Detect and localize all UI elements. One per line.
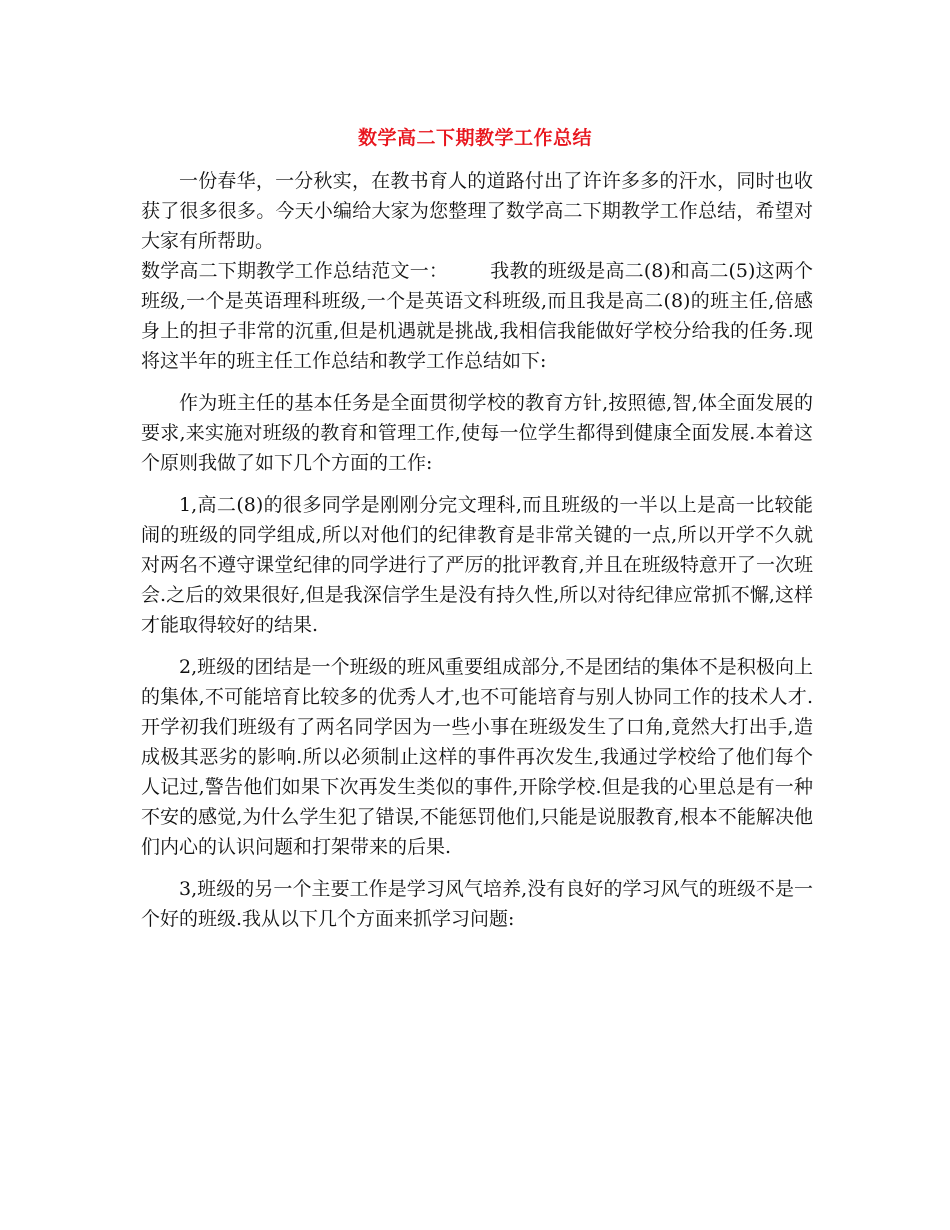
sample-paragraph xyxy=(141,256,813,376)
intro-paragraph: 一份春华，一分秋实，在教书育人的道路付出了许许多多的汗水，同时也收获了很多很多。今天小编给大家为您整理了数学高二下期教学工作总结，希望对大家有所帮助。 xyxy=(141,170,813,252)
document-title: 数学高二下期教学工作总结 xyxy=(357,127,592,149)
duty-paragraph: 作为班主任的基本任务是全面贯彻学校的教育方针,按照德,智,体全面发展的要求,来实施对班级的教育和管理工作,使每一位学生都得到健康全面发展.本着这个原则我做了如下几个方面的工作: xyxy=(141,392,813,474)
sample-heading: 数学高二下期教学工作总结范文一： xyxy=(141,260,449,282)
study-paragraph: 3,班级的另一个主要工作是学习风气培养,没有良好的学习风气的班级不是一个好的班级.我从以下几个方面来抓学习问题: xyxy=(141,878,813,930)
sample-body: 我教的班级是高二(8)和高二(5)这两个班级,一个是英语理科班级,一个是英语文科班级,而且我是高二(8)的班主任,倍感身上的担子非常的沉重,但是机遇就是挑战,我相信我能做好学校分给我的任务.现将这半年的班主任工作总结和教学工作总结如下: xyxy=(141,260,813,372)
unity-paragraph: 2,班级的团结是一个班级的班风重要组成部分,不是团结的集体不是积极向上的集体,不可能培育比较多的优秀人才,也不可能培育与别人协同工作的技术人才.开学初我们班级有了两名同学因为一些小事在班级发生了口角,竟然大打出手,造成极其恶劣的影响.所以必须制止这样的事件再次发生,我通过学校给了他们每个人记过,警告他们如果下次再发生类似的事件,开除学校.但是我的心里总是有一种不安的感觉,为什么学生犯了错误,不能惩罚他们,只能是说服教育,根本不能解决他们内心的认识问题和打架带来的后果. xyxy=(141,656,813,858)
discipline-paragraph: 1,高二(8)的很多同学是刚刚分完文理科,而且班级的一半以上是高一比较能闹的班级的同学组成,所以对他们的纪律教育是非常关键的一点,所以开学不久就对两名不遵守课堂纪律的同学进行了严厉的批评教育,并且在班级特意开了一次班会.之后的效果很好,但是我深信学生是没有持久性,所以对待纪律应常抓不懈,这样才能取得较好的结果. xyxy=(141,494,813,636)
document-body xyxy=(141,166,813,934)
